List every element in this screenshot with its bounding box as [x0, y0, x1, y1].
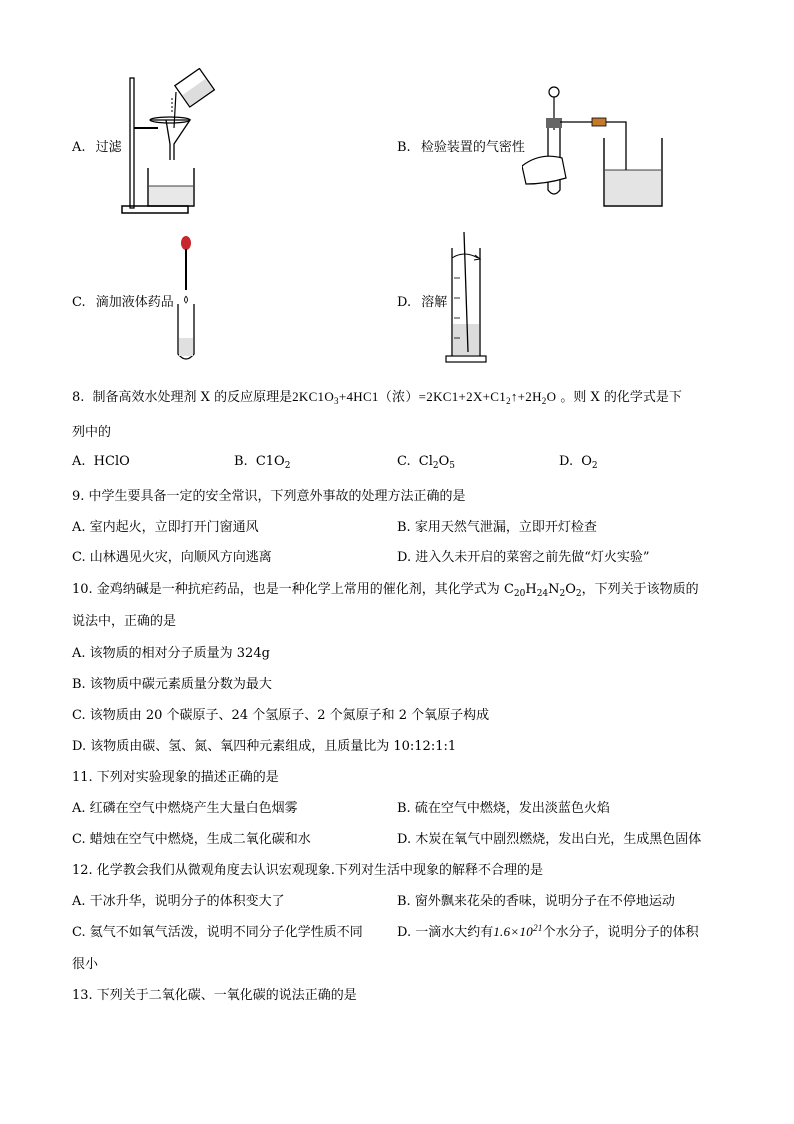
eq-part: +4HC1（浓）=2KC1+2X+C1 [338, 389, 507, 404]
q9-stem: 9. 中学生要具备一定的安全常识，下列意外事故的处理方法正确的是 [72, 489, 466, 504]
number-exponent: 21 [533, 923, 543, 933]
q9-option-d: D. 进入久未开启的菜窖之前先做“灯火实验” [397, 550, 650, 565]
formula-subscript: 5 [449, 461, 456, 471]
formula-subscript: 2 [559, 589, 566, 599]
q8-stem [72, 386, 682, 405]
option-text: 滴加液体药品 [95, 295, 174, 310]
option-text [419, 454, 455, 469]
formula-part: C1O [255, 454, 285, 469]
formula-subscript: 24 [536, 589, 549, 599]
q10-stem-line2: 说法中，正确的是 [72, 614, 177, 629]
q10-option-b: B. 该物质中碳元素质量分数为最大 [72, 677, 272, 692]
formula-part: O [581, 454, 592, 469]
formula-part: N [548, 582, 560, 597]
formula-part: O [438, 454, 450, 469]
option-letter: C. [72, 295, 86, 310]
q8-stem-text: 制备高效水处理剂 X 的反应原理是 [92, 390, 293, 405]
option-letter: C. [397, 454, 411, 469]
option-text: 溶解 [421, 295, 448, 310]
q10-stem-after: ，下列关于该物质的 [581, 582, 699, 597]
option-b [397, 136, 525, 155]
graduated-cylinder-figure [442, 228, 492, 368]
eq-part: 2KC1O [292, 389, 335, 404]
q10-option-d: D. 该物质由碳、氢、氮、氧四种元素组成，且质量比为 10:12:1:1 [72, 739, 457, 754]
eq-part: ↑+2H [510, 389, 542, 404]
q9-option-c: C. 山林遇见火灾，向顺风方向逃离 [72, 550, 272, 565]
dropper-test-tube-figure [168, 234, 208, 364]
q12-option-b: B. 窗外飘来花朵的香味，说明分子在不停地运动 [397, 894, 675, 909]
formula-subscript: 2 [575, 589, 582, 599]
q11-option-b: B. 硫在空气中燃烧，发出淡蓝色火焰 [397, 801, 610, 816]
q8-stem-line2: 列中的 [72, 425, 112, 440]
option-letter: D. [397, 295, 412, 310]
q8-equation [292, 389, 556, 404]
q8-option-d [559, 454, 598, 469]
q12-option-a: A. 干冰升华，说明分子的体积变大了 [72, 894, 285, 909]
q11-stem: 11. 下列对实验现象的描述正确的是 [72, 770, 279, 785]
option-text [581, 454, 597, 469]
q12-stem: 12. 化学教会我们从微观角度去认识宏观现象.下列对生活中现象的解释不合理的是 [72, 863, 543, 878]
option-text [256, 454, 291, 469]
eq-part: O [546, 389, 557, 404]
formula-part: O [565, 582, 576, 597]
q12-option-d-line2: 很小 [72, 957, 99, 972]
option-text: D. 一滴水大约有 [397, 925, 494, 940]
q10-stem [72, 578, 699, 597]
formula-subscript: 2 [284, 461, 291, 471]
q9-option-a: A. 室内起火，立即打开门窗通风 [72, 520, 259, 535]
q8-option-b [234, 454, 290, 469]
airtightness-check-figure [522, 80, 672, 210]
q8-stem-after: 。则 X 的化学式是下 [560, 390, 682, 405]
q8-number: 8. [72, 390, 85, 405]
option-d [397, 291, 447, 310]
option-c [72, 291, 174, 310]
option-letter: A. [72, 140, 86, 155]
option-text-after: 个水分子，说明分子的体积 [542, 925, 699, 940]
formula-subscript: 20 [513, 589, 526, 599]
eq-subscript: 2 [506, 396, 511, 406]
option-letter: A. [72, 454, 86, 469]
option-letter: B. [234, 454, 248, 469]
filtration-apparatus-figure [118, 68, 218, 214]
q8-option-c [397, 454, 455, 469]
option-a [72, 136, 122, 155]
q12-option-d [397, 921, 699, 940]
option-letter: B. [397, 140, 411, 155]
number-mantissa: 1.6×10 [493, 924, 534, 939]
option-letter: D. [559, 454, 574, 469]
option-text: 过滤 [95, 140, 122, 155]
formula-subscript: 2 [591, 461, 598, 471]
formula-part: Cl [418, 454, 433, 469]
q8-option-a [72, 454, 130, 469]
q11-option-c: C. 蜡烛在空气中燃烧，生成二氧化碳和水 [72, 832, 311, 847]
q10-option-c: C. 该物质由 20 个碳原子、24 个氢原子、2 个氮原子和 2 个氧原子构成 [72, 708, 490, 723]
scientific-number [493, 924, 542, 939]
eq-subscript: 2 [541, 396, 547, 406]
option-text: 检验装置的气密性 [420, 140, 525, 155]
formula-subscript: 2 [432, 461, 439, 471]
q9-option-b: B. 家用天然气泄漏，立即开灯检查 [397, 520, 597, 535]
q11-option-d: D. 木炭在氧气中剧烈燃烧，发出白光，生成黑色固体 [397, 832, 702, 847]
q11-option-a: A. 红磷在空气中燃烧产生大量白色烟雾 [72, 801, 298, 816]
q12-option-c: C. 氦气不如氧气活泼，说明不同分子化学性质不同 [72, 925, 363, 940]
eq-subscript: 3 [334, 396, 339, 406]
q10-option-a: A. 该物质的相对分子质量为 324g [72, 646, 270, 661]
q10-stem-text: 10. 金鸡纳碱是一种抗疟药品，也是一种化学上常用的催化剂，其化学式为 C [72, 582, 514, 597]
q13-stem: 13. 下列关于二氧化碳、一氧化碳的说法正确的是 [72, 988, 357, 1003]
option-text: HClO [93, 454, 130, 469]
formula-part: H [525, 582, 537, 597]
